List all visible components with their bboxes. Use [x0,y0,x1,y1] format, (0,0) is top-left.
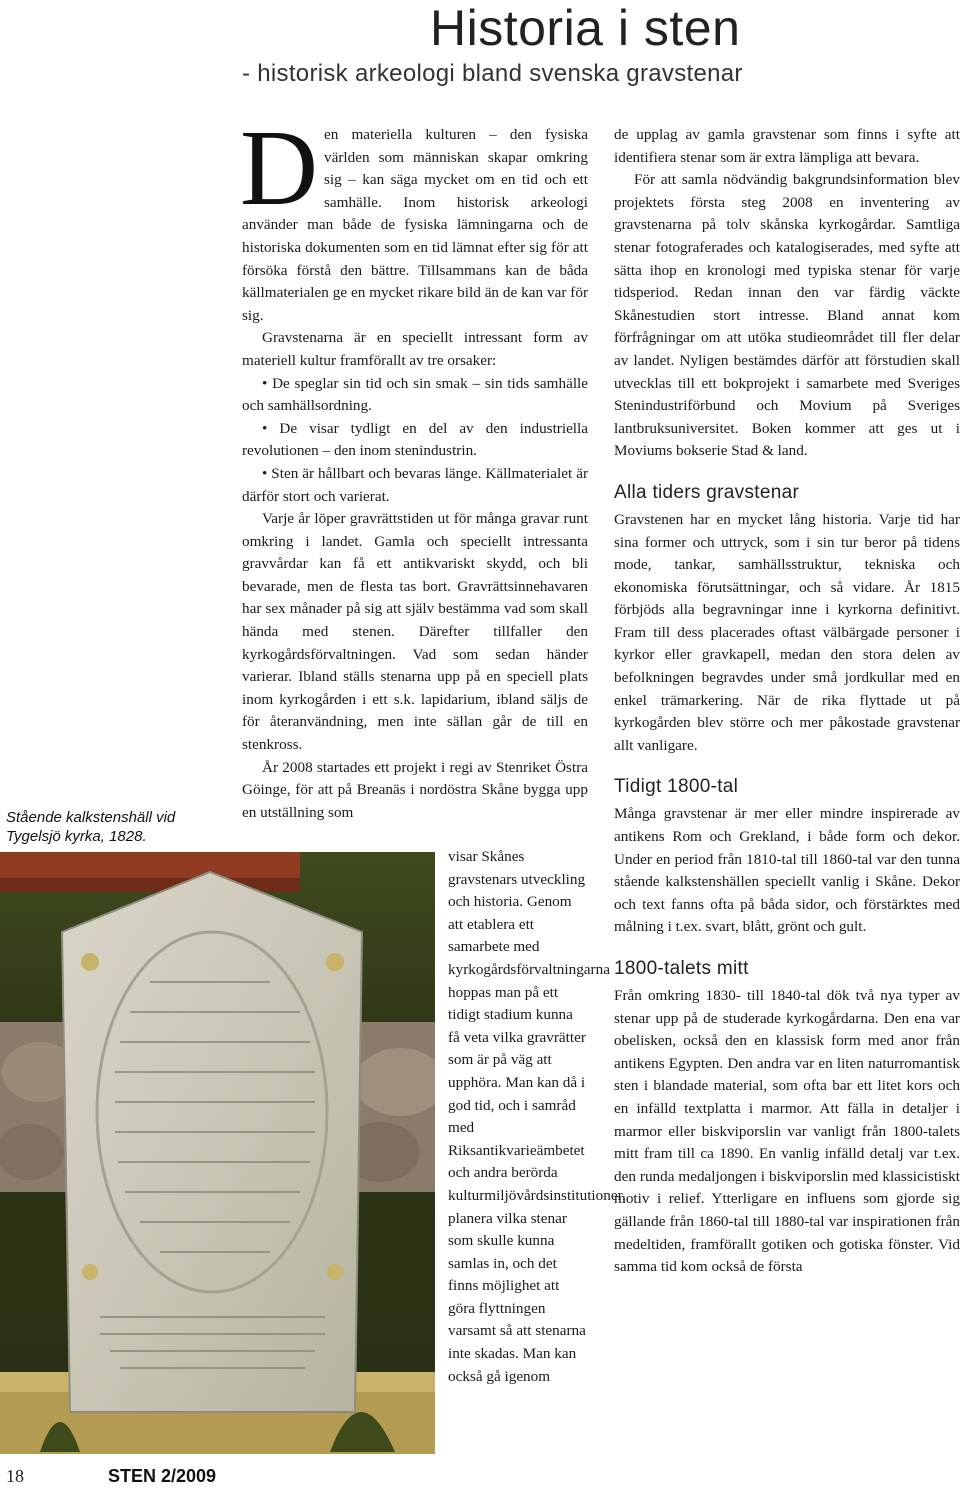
photo-caption: Stående kalkstenshäll vid Tygelsjö kyrka, 1828. [6,809,176,845]
bullet-item: • De speglar sin tid och sin smak – sin tids samhälle och samhällsordning. [242,374,588,415]
page-title: Historia i sten [430,0,741,56]
paragraph: Gravstenarna är en speciellt intressant form av materiell kultur framförallt av tre orsaker: [242,329,588,369]
paragraph: Många gravstenar är mer eller mindre inspirerade av antikens Rom och Grekland, i både form och dekor. Under en period från 1810-tal till 1860-tal var den tunna stående kalkstenshällen speciellt vanlig i Skåne. Dekor och text fanns ofta på båda sidor, och förstärktes med målning i t.ex. svart, blått, grönt och gult. [614,805,960,936]
paragraph: År 2008 startades ett projekt i regi av Stenriket Östra Göinge, för att på Breanäs i nordöstra Skåne bygga upp en utställning som [242,758,588,821]
section-heading: Alla tiders gravstenar [614,481,800,503]
gravestone-photo [0,852,435,1454]
section-heading: Tidigt 1800-tal [614,776,739,798]
paragraph: Från omkring 1830- till 1840-tal dök två nya typer av stenar upp på de studerade kyrkogårdarna. Den ena var obelisken, också den en klassisk form med anor från antikens Egypten. Den andra var en liten naturromantisk sten i blandade material, som ofta bar ett litet kors och en infälld textplatta i marmor. Att fälla in detaljer i marmor eller biskviporslin var vanligt från 1800-talets mitt fram till ca 1890. En vanlig infälld detalj var t.ex. den runda medaljongen i biskviporslin med klassicistiskt motiv i relief. Ytterligare en influens som gjorde sig gällande från 1860-tal till 1880-tal var inspirationen från medeltiden, framförallt gotiken och gotiska fönster. Vid samma tid kom också de första [614,987,960,1276]
paragraph: Varje år löper gravrättstiden ut för många gravar runt omkring i landet. Gamla och speciellt intressanta gravvårdar kan få ett antikvariskt skydd, och bli bevarade, men de flesta tas bort. Gravrättsinnehavaren har sex månader på sig att själv bestämma vad som skall hända med stenen. Därefter tillfaller den kyrkogårdsförvaltningen. Vad som sedan händer varierar. Ibland ställs stenarna upp på en speciell plats inom kyrkogården i ett s.k. lapidarium, ibland säljs de för återanvändning, men inte sällan går de till en stenkross. [242,510,588,754]
magazine-issue: STEN 2/2009 [108,1466,217,1486]
bullet-item: • De visar tydligt en del av den industriella revolutionen – den inom stenindustrin. [242,419,588,460]
paragraph: visar Skånes gravstenars utveckling och historia. Genom att etablera ett samarbete med kyrkogårdsförvaltningarna hoppas man på ett tidigt stadium kunna få veta vilka gravrätter som är på väg att upphöra. Man kan då i god tid, och i samråd med Riksantikvarieämbetet och andra berörda kulturmiljövårdsinstitutioner, planera vilka stenar som skulle kunna samlas in, och det finns möjlighet att göra flyttningen varsamt så att stenarna inte skadas. Man kan också gå igenom [448,848,626,1385]
bullet-item: • Sten är hållbart och bevaras länge. Källmaterialet är därför stort och varierat. [242,464,588,505]
gravestone-photo-illustration [0,852,435,1454]
article-column-1-continued [448,846,626,1388]
page-number: 18 [6,1466,24,1486]
article-column-1 [240,109,588,824]
paragraph: För att samla nödvändig bakgrundsinformation blev projektets första steg 2008 en inventering av gravstenarna på tolv skånska kyrkogårdar. Samtliga stenar fotograferades och katalogiserades, med syfte att sätta ihop en kronologi med typiska stenar för varje tidsperiod. Redan innan den var färdig väckte Skånestudien stort intresse. Bland annat kom förfrågningar om att utöka studieområdet till fler delar av landet. Nyligen bestämdes därför att förstudien skall utvecklas till ett bokprojekt i samarbete med Sveriges Stenindustriförbund och Movium på Sveriges lantbruksuniversitet. Boken kommer att ges ut i Moviums bokserie Stad & land. [614,171,960,460]
page-subtitle: - historisk arkeologi bland svenska gravstenar [242,60,743,87]
drop-cap: D [240,109,318,228]
paragraph: Gravstenen har en mycket lång historia. Varje tid har sina former och uttryck, som i sin tur beror på tidens mode, tankar, samhällsstruktur, tekniska och ekonomiska förutsättningar, och så vidare. År 1815 förbjöds alla begravningar inne i kyrkorna definitivt. Fram till dess placerades oftast välbärgade personer i kyrkor eller gravkapell, medan den stora delen av befolkningen begravdes under små jordkullar med en enkel trämarkering. När de rika flyttade ut på kyrkogården blev större och mer påkostade gravstenar allt vanligare. [614,510,960,754]
paragraph: en materiella kulturen – den fysiska världen som människan skapar omkring sig – kan säga mycket om en tid och ett samhälle. Inom historisk arkeologi använder man både de fysiska lämningarna och de historiska dokumenten som en tid lämnat efter sig för att försöka förstå den bättre. Tillsammans kan de båda källmaterialen ge en mycket rikare bild än de kan var för sig. [242,126,588,324]
section-heading: 1800-talets mitt [614,958,749,979]
paragraph: de upplag av gamla gravstenar som finns i syfte att identifiera stenar som är extra lämpliga att bevara. [614,126,960,166]
article-column-2 [614,124,960,1279]
